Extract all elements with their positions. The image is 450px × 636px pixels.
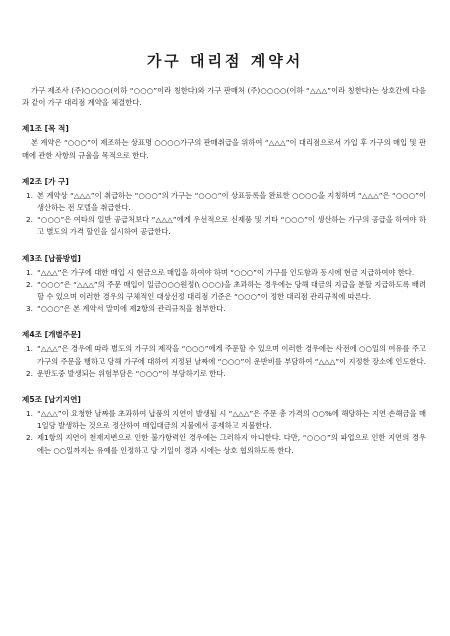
item-text: “△△△”은 경우에 따라 별도의 가구의 제작을 “○○○”에게 주문할 수 있으며 이러한 경우에는 사전에 ○○일의 여유를 주고 가구의 주문을 행하고 당해 가구에 대하여 지정된 날짜에 “○○○”이 운반비를 부담하여 “△△△”이 지정한 장소에 인도한다. [37,344,426,366]
item-number: 3. [26,304,33,314]
item-number: 1. [26,267,33,277]
list-item [22,343,428,367]
list-item [22,368,428,380]
article-heading: 제2조 [가 구] [22,176,69,186]
article-heading: 제1조 [목 적] [22,124,69,134]
article-item-list [22,408,428,457]
article-heading: 제4조 [개별주문] [22,330,81,340]
item-number: 2. [26,433,33,443]
list-item [22,267,428,279]
item-text: 운반도중 발생되는 위험부담은 “○○○”이 부담하기로 한다. [37,368,226,378]
item-text: 본 계약상 “△△△”이 취급하는 “○○○”의 가구는 “○○○”이 상표등록을 완료한 ○○○○을 지칭하며 “△△△”은 “○○○”이 생산하는 전 모델을 취급한다. [37,190,426,213]
article-5 [22,394,428,457]
article-3 [22,253,428,316]
item-text: “○○○”은 “△△△”의 주문 매입이 일금○○○원정(\ ○○○)을 초과하는 경우에는 당해 대금의 지급을 분할 지급하도록 배려할 수 있으며 이러한 경우의 구체적인 대상선정 대리점 기준은 “○○○”이 정한 대리점 관리규칙에 따른다. [37,279,426,302]
item-number: 1. [26,344,33,354]
article-heading: 제3조 [납품방법] [22,253,81,263]
item-number: 1. [26,409,33,419]
article-1 [22,123,428,161]
list-item [22,303,428,315]
articles-container [22,123,428,456]
list-item [22,190,428,214]
list-item [22,279,428,303]
item-text: “○○○”은 본 계약서 말미에 제2항의 관리규칙을 첨부한다. [37,304,226,314]
document-title: 가구 대리점 계약서 [146,52,304,70]
article-item-list [22,190,428,239]
article-heading: 제5조 [납기지연] [22,395,81,405]
item-text: 제1항의 지연이 천재지변으로 인한 불가항력인 경우에는 그러하지 아니한다. 다만, “○○○”의 파업으로 인한 지연의 경우에는 ○○일까지는 유예를 인정하고 당 기일이 경과 시에는 상호 협의하도록 한다. [37,433,426,455]
list-item [22,214,428,238]
list-item [22,432,428,456]
item-number: 1. [26,190,33,200]
item-number: 2. [26,215,33,225]
article-item-list [22,343,428,380]
article-2 [22,176,428,239]
item-text: “△△△”이 요청한 날짜를 초과하여 납품의 지연이 발생될 시 “△△△”은 주문 총 가격의 ○○%에 해당하는 지연 손해금을 매1일당 발생하는 것으로 정산하여 매입대금의 지불에서 공제하고 지불한다. [37,409,426,431]
list-item [22,408,428,432]
article-item-list [22,267,428,316]
intro-paragraph: 가구 제조사 (주)○○○○(이하 “○○○”이라 칭한다)와 가구 판매처 (주)○○○○(이하 “△△△”이라 칭한다)는 상호간에 다음과 같이 가구 대리점 계약을 체결한다. [22,86,426,108]
item-number: 2. [26,368,33,378]
article-body: 본 계약은 “○○○”이 제조하는 상표명 ○○○○가구의 판매취급을 위하여 “△△△”이 대리점으로서 가입 후 가구의 매입 및 판매에 관한 사항의 규율을 목적으로 한다. [22,138,426,160]
item-text: “△△△”은 가구에 대한 매입 시 현금으로 매입을 하여야 하며 “○○○”이 가구를 인도함과 동시에 현금 지급하여야 한다. [37,267,415,277]
item-text: “○○○”은 여타의 일반 공급처보다 “△△△”에게 우선적으로 신제품 및 기타 “○○○”이 생산하는 가구의 공급을 하여야 하고 별도의 가격 할인을 실시하여 공급한다. [37,215,426,237]
item-number: 2. [26,279,33,289]
article-4 [22,329,428,380]
